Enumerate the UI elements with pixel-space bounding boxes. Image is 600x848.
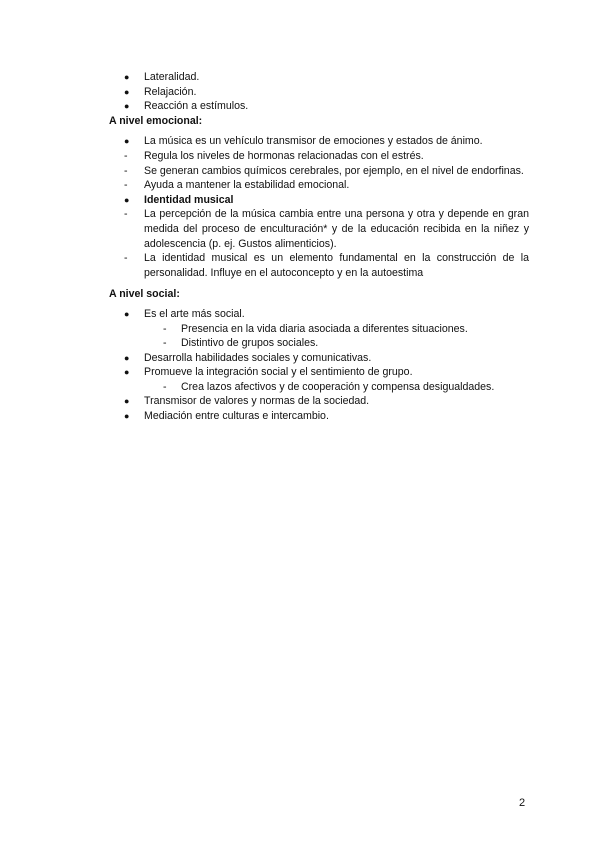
bullet-icon: ● bbox=[124, 308, 130, 319]
dash-icon: - bbox=[124, 252, 128, 265]
bullet-icon: ● bbox=[124, 352, 130, 363]
sub-list-item bbox=[109, 322, 529, 337]
dash-icon: - bbox=[163, 322, 167, 335]
list-item-text: Mediación entre culturas e intercambio. bbox=[144, 410, 329, 423]
list-item-text: Promueve la integración social y el sentimiento de grupo. bbox=[144, 366, 413, 379]
list-item-text: Ayuda a mantener la estabilidad emocional. bbox=[144, 179, 350, 192]
page-number: 2 bbox=[519, 797, 526, 809]
sub-list-item bbox=[109, 380, 529, 395]
list-item bbox=[109, 307, 529, 322]
dash-icon: - bbox=[163, 337, 167, 350]
dash-icon: - bbox=[124, 149, 128, 162]
section-heading-emocional: A nivel emocional: bbox=[109, 114, 203, 127]
list-item bbox=[109, 70, 529, 85]
intro-list bbox=[109, 70, 529, 114]
bullet-icon: ● bbox=[124, 194, 130, 205]
list-item-text: Relajación. bbox=[144, 85, 197, 98]
list-item-text: Es el arte más social. bbox=[144, 307, 245, 320]
list-item bbox=[109, 164, 529, 179]
list-item-text: Crea lazos afectivos y de cooperación y compensa desigualdades. bbox=[181, 380, 495, 393]
list-item bbox=[109, 207, 529, 251]
list-item bbox=[109, 351, 529, 366]
list-item-text: Reacción a estímulos. bbox=[144, 100, 249, 113]
list-item-text: Se generan cambios químicos cerebrales, por ejemplo, en el nivel de endorfinas. bbox=[144, 164, 524, 177]
dash-icon: - bbox=[124, 164, 128, 177]
list-item bbox=[109, 394, 529, 409]
dash-icon: - bbox=[124, 208, 128, 221]
bullet-icon: ● bbox=[124, 396, 130, 407]
emocional-list bbox=[109, 134, 529, 280]
list-item-text: La percepción de la música cambia entre una persona y otra y depende en gran medida del proceso de enculturación* y de la educación recibida en la niñez y adolescencia (p. ej. Gustos alimenticios). bbox=[144, 208, 529, 250]
social-list bbox=[109, 307, 529, 424]
dash-icon: - bbox=[124, 179, 128, 192]
list-item-text: Presencia en la vida diaria asociada a diferentes situaciones. bbox=[181, 322, 468, 335]
list-item bbox=[109, 251, 529, 280]
list-item-text: Desarrolla habilidades sociales y comunicativas. bbox=[144, 351, 372, 364]
list-item-text: Regula los niveles de hormonas relacionadas con el estrés. bbox=[144, 149, 424, 162]
list-item bbox=[109, 149, 529, 164]
list-item bbox=[109, 178, 529, 193]
sub-list-item bbox=[109, 336, 529, 351]
bullet-icon: ● bbox=[124, 411, 130, 422]
list-item-text: Lateralidad. bbox=[144, 71, 200, 83]
section-heading-social: A nivel social: bbox=[109, 288, 180, 301]
dash-icon: - bbox=[163, 380, 167, 393]
list-item-text: La identidad musical es un elemento fundamental en la construcción de la personalidad. Influye en el autoconcepto y en la autoestima bbox=[144, 252, 529, 279]
bullet-icon: ● bbox=[124, 72, 130, 82]
list-item bbox=[109, 85, 529, 100]
bullet-icon: ● bbox=[124, 136, 130, 147]
bullet-icon: ● bbox=[124, 101, 130, 112]
list-item bbox=[109, 134, 529, 149]
list-item bbox=[109, 365, 529, 380]
list-item-text: Transmisor de valores y normas de la sociedad. bbox=[144, 395, 370, 408]
list-item bbox=[109, 99, 529, 114]
list-item bbox=[109, 409, 529, 424]
list-item-text: La música es un vehículo transmisor de emociones y estados de ánimo. bbox=[144, 135, 483, 148]
bullet-icon: ● bbox=[124, 367, 130, 378]
list-item-text-bold: Identidad musical bbox=[144, 193, 234, 206]
bullet-icon: ● bbox=[124, 86, 130, 97]
list-item-text: Distintivo de grupos sociales. bbox=[181, 337, 319, 350]
list-item bbox=[109, 193, 529, 208]
document-body bbox=[109, 70, 529, 424]
